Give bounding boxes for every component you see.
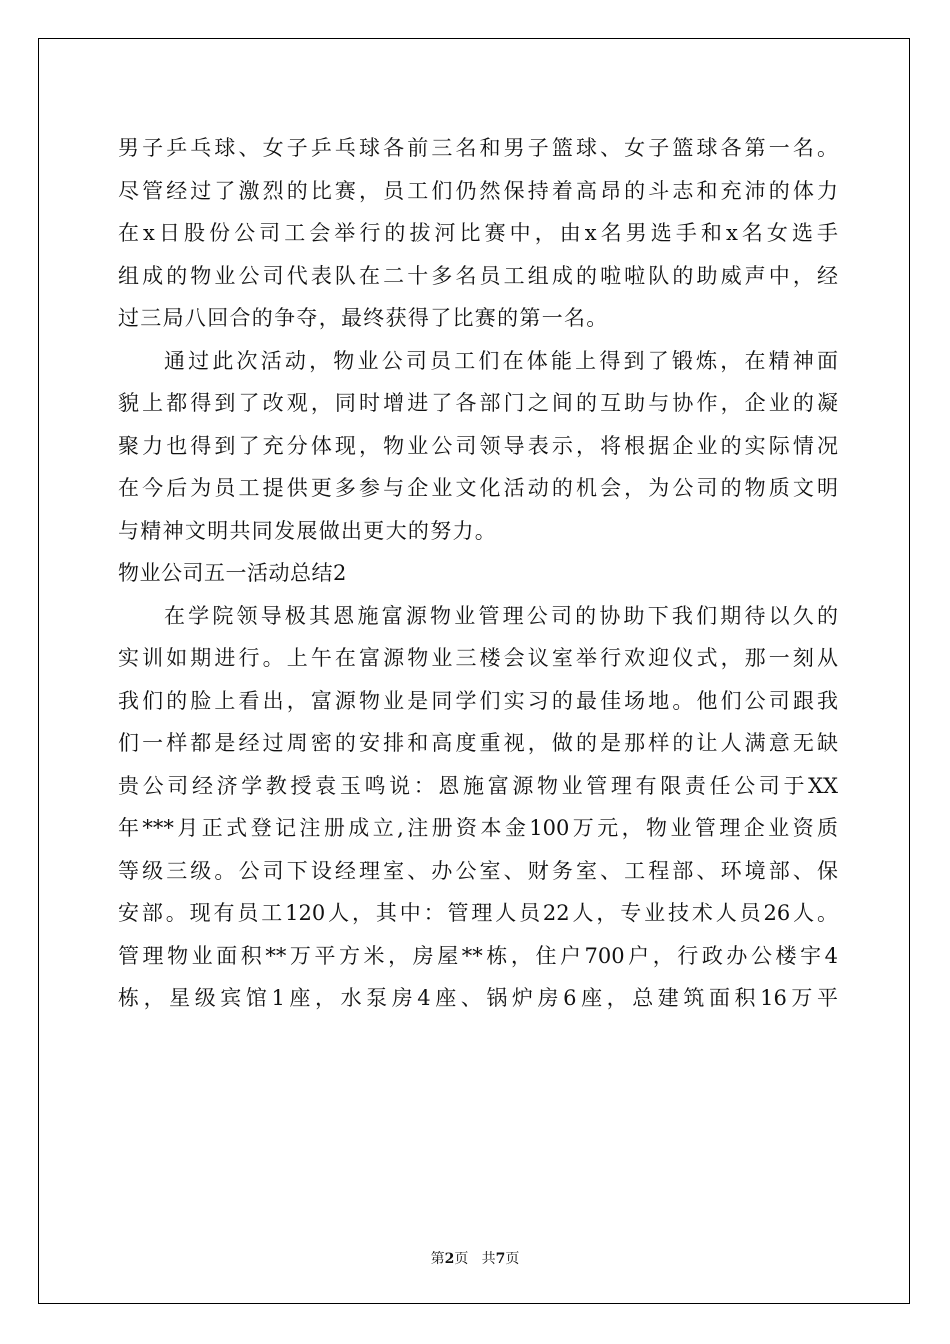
- section-heading: 物业公司五一活动总结2: [118, 561, 347, 585]
- text-line: 组成的物业公司代表队在二十多名员工组成的啦啦队的助威声中，经: [118, 263, 838, 288]
- text-line: 安部。现有员工120人，其中：管理人员22人，专业技术人员26人。: [118, 901, 838, 925]
- page-total-suffix: 页: [505, 1251, 520, 1267]
- text-line: 年***月正式登记注册成立,注册资本金100万元，物业管理企业资质: [118, 816, 838, 840]
- text-line: 在x日股份公司工会举行的拔河比赛中，由x名男选手和x名女选手: [118, 221, 838, 245]
- text-line: 等级三级。公司下设经理室、办公室、财务室、工程部、环境部、保: [118, 858, 838, 883]
- text-line: 通过此次活动，物业公司员工们在体能上得到了锻炼，在精神面: [164, 348, 838, 373]
- text-line: 在学院领导极其恩施富源物业管理公司的协助下我们期待以久的: [164, 603, 838, 628]
- text-line: 貌上都得到了改观，同时增进了各部门之间的互助与协作，企业的凝: [118, 391, 838, 415]
- text-line: 在今后为员工提供更多参与企业文化活动的机会，为公司的物质文明: [118, 476, 838, 500]
- page-number-prefix: 第: [430, 1251, 445, 1267]
- text-line: 尽管经过了激烈的比赛，员工们仍然保持着高昂的斗志和充沛的体力: [118, 178, 838, 203]
- text-line: 与精神文明共同发展做出更大的努力。: [118, 518, 498, 543]
- page-number: 2: [444, 1251, 455, 1267]
- text-line: 聚力也得到了充分体现，物业公司领导表示，将根据企业的实际情况: [118, 433, 838, 458]
- page-total: 7: [495, 1251, 506, 1267]
- text-line: 男子乒乓球、女子乒乓球各前三名和男子篮球、女子篮球各第一名。: [118, 136, 838, 160]
- text-line: 我们的脸上看出，富源物业是同学们实习的最佳场地。他们公司跟我: [118, 688, 838, 713]
- page-footer: [0, 1248, 950, 1268]
- page-total-prefix: 共: [481, 1251, 496, 1267]
- document-body: [118, 127, 838, 1020]
- text-line: 贵公司经济学教授袁玉鸣说：恩施富源物业管理有限责任公司于XX: [118, 773, 838, 798]
- page-number-suffix: 页: [454, 1251, 469, 1267]
- text-line: 实训如期进行。上午在富源物业三楼会议室举行欢迎仪式，那一刻从: [118, 646, 838, 670]
- text-line: 们一样都是经过周密的安排和高度重视，做的是那样的让人满意无缺: [118, 731, 838, 755]
- text-line: 栋，星级宾馆1座，水泵房4座、锅炉房6座，总建筑面积16万平: [118, 986, 838, 1010]
- text-line: 管理物业面积**万平方米，房屋**栋，住户700户，行政办公楼宇4: [118, 943, 838, 968]
- text-line: 过三局八回合的争夺，最终获得了比赛的第一名。: [118, 306, 609, 330]
